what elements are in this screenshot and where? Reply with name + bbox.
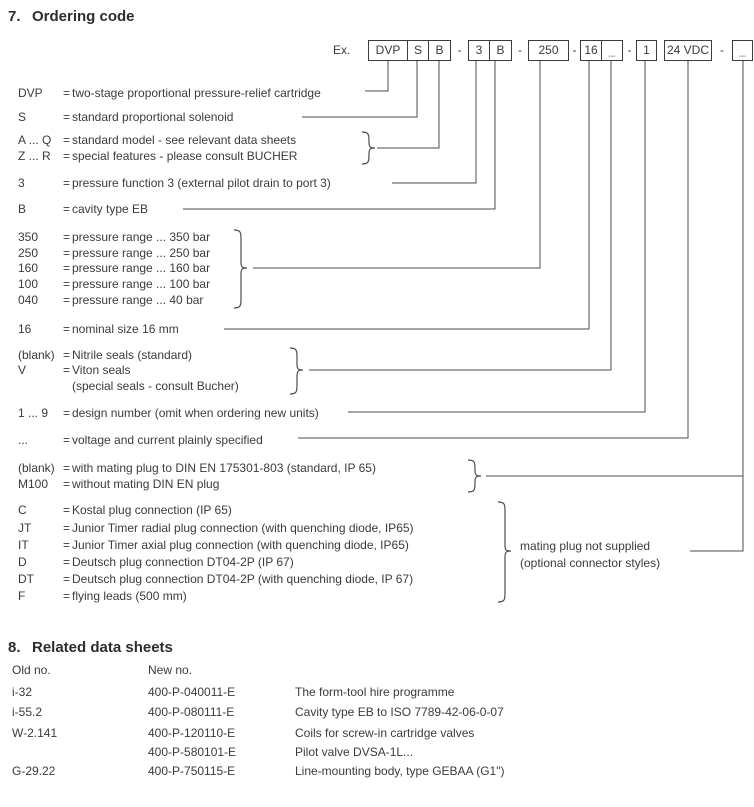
brace-model xyxy=(362,132,375,164)
ordering-row-description: Viton seals xyxy=(72,363,131,377)
cell-new-no: 400-P-040011-E xyxy=(148,685,236,699)
equals-sign: = xyxy=(63,521,71,535)
ordering-row-description: voltage and current plainly specified xyxy=(72,433,263,447)
ordering-row xyxy=(18,201,148,217)
ordering-row-description: pressure range ... 350 bar xyxy=(72,230,211,244)
ordering-row xyxy=(18,245,210,261)
ordering-row xyxy=(18,502,232,518)
ordering-row-description: pressure range ... 250 bar xyxy=(72,246,211,260)
code-box: 250 xyxy=(528,40,569,61)
ordering-row xyxy=(18,276,210,292)
ordering-row xyxy=(18,148,297,164)
ordering-row-code: 100 xyxy=(18,277,39,291)
ordering-row-code: F xyxy=(18,589,26,603)
code-box: 24 VDC xyxy=(664,40,712,61)
line-dvp xyxy=(365,61,388,91)
ordering-row-code: ... xyxy=(18,433,29,447)
brace-connectors xyxy=(498,502,511,602)
ordering-row-code: 160 xyxy=(18,261,39,275)
table-row xyxy=(12,725,474,741)
table-header-row xyxy=(12,662,295,678)
section7-title: Ordering code xyxy=(32,8,135,25)
ordering-row-code: (blank) xyxy=(18,348,55,362)
cell-old-no: G-29.22 xyxy=(12,764,56,778)
equals-sign: = xyxy=(63,293,71,307)
ordering-row xyxy=(18,260,210,276)
ordering-row-code: 16 xyxy=(18,322,32,336)
ordering-row-description: two-stage proportional pressure-relief cartridge xyxy=(72,86,321,100)
code-box: B xyxy=(489,40,512,61)
ordering-row xyxy=(18,460,376,476)
equals-sign: = xyxy=(63,110,71,124)
equals-sign: = xyxy=(63,149,71,163)
equals-sign: = xyxy=(63,230,71,244)
code-box: 3 xyxy=(468,40,490,61)
section8-number: 8. xyxy=(8,639,21,656)
ordering-row-description: nominal size 16 mm xyxy=(72,322,179,336)
code-box: _ xyxy=(732,40,753,61)
line-plug xyxy=(690,61,743,551)
ordering-row xyxy=(18,132,296,148)
ordering-row xyxy=(18,229,210,245)
ordering-row xyxy=(18,347,192,363)
ordering-row-description: without mating DIN EN plug xyxy=(72,477,220,491)
code-separator: - xyxy=(627,43,632,57)
ordering-row-code: DT xyxy=(18,572,34,586)
ordering-row xyxy=(18,175,331,191)
equals-sign: = xyxy=(63,261,71,275)
code-separator: - xyxy=(720,43,724,57)
line-seals xyxy=(309,61,611,370)
equals-sign: = xyxy=(63,406,71,420)
equals-sign: = xyxy=(63,363,71,377)
equals-sign: = xyxy=(63,176,71,190)
cell-old-no: i-55.2 xyxy=(12,705,43,719)
equals-sign: = xyxy=(63,477,71,491)
ordering-row-description: flying leads (500 mm) xyxy=(72,589,187,603)
equals-sign: = xyxy=(63,461,71,475)
ordering-row-description: Deutsch plug connection DT04-2P (with quenching diode, IP 67) xyxy=(72,572,414,586)
equals-sign: = xyxy=(63,503,71,517)
ordering-row-description: pressure range ... 160 bar xyxy=(72,261,211,275)
ordering-row-code: 3 xyxy=(18,176,25,190)
ordering-row xyxy=(18,292,203,308)
ordering-row xyxy=(18,476,219,492)
cell-new-no: 400-P-080111-E xyxy=(148,705,235,719)
ordering-row-description: Nitrile seals (standard) xyxy=(72,348,193,362)
code-box: 1 xyxy=(636,40,657,61)
ordering-row xyxy=(18,554,294,570)
ordering-row-code: (blank) xyxy=(18,461,55,475)
ordering-row-description: pressure function 3 (external pilot drain to port 3) xyxy=(72,176,331,190)
ordering-row xyxy=(18,432,263,448)
ordering-row xyxy=(18,588,187,604)
ordering-row-description: Junior Timer axial plug connection (with quenching diode, IP65) xyxy=(72,538,409,552)
side-note-line1: mating plug not supplied xyxy=(520,539,651,553)
cell-old-no: W-2.141 xyxy=(12,726,58,740)
table-row xyxy=(12,704,504,720)
table-row xyxy=(12,763,504,779)
equals-sign: = xyxy=(63,246,71,260)
equals-sign: = xyxy=(63,572,71,586)
ordering-row-description: pressure range ... 100 bar xyxy=(72,277,211,291)
code-box: B xyxy=(428,40,451,61)
line-model xyxy=(377,61,439,148)
section8-title: Related data sheets xyxy=(32,639,173,656)
ordering-row-description: with mating plug to DIN EN 175301-803 (standard, IP 65) xyxy=(72,461,376,475)
ordering-row xyxy=(18,520,414,536)
cell-description: The form-tool hire programme xyxy=(295,685,455,699)
equals-sign: = xyxy=(63,538,71,552)
ordering-row-code: V xyxy=(18,363,27,377)
ordering-row-code: IT xyxy=(18,538,29,552)
code-box: _ xyxy=(601,40,623,61)
brace-pressure xyxy=(234,230,247,308)
code-box: DVP xyxy=(368,40,408,61)
ordering-row-description: Deutsch plug connection DT04-2P (IP 67) xyxy=(72,555,294,569)
table-row xyxy=(12,684,454,700)
ordering-row xyxy=(18,85,321,101)
cell-description: Coils for screw-in cartridge valves xyxy=(295,726,475,740)
ordering-row-description: standard proportional solenoid xyxy=(72,110,234,124)
ordering-row-description: Junior Timer radial plug connection (with quenching diode, IP65) xyxy=(72,521,414,535)
brace-seals xyxy=(290,348,303,394)
ordering-row xyxy=(18,378,239,394)
code-box: 16 xyxy=(580,40,602,61)
side-note-line2: (optional connector styles) xyxy=(520,556,661,570)
ordering-row xyxy=(18,405,319,421)
ordering-row xyxy=(18,571,413,587)
ordering-row-description: (special seals - consult Bucher) xyxy=(72,379,239,393)
ordering-row-code: M100 xyxy=(18,477,49,491)
ordering-row-code: 040 xyxy=(18,293,39,307)
equals-sign: = xyxy=(63,555,71,569)
ordering-row-description: Kostal plug connection (IP 65) xyxy=(72,503,232,517)
ordering-row-description: design number (omit when ordering new units) xyxy=(72,406,319,420)
ordering-row xyxy=(18,362,130,378)
ordering-row xyxy=(18,109,233,125)
cell-description: Pilot valve DVSA-1L... xyxy=(295,745,414,759)
ordering-row-code: JT xyxy=(18,521,32,535)
ordering-row-description: cavity type EB xyxy=(72,202,149,216)
equals-sign: = xyxy=(63,277,71,291)
ordering-row-code: B xyxy=(18,202,27,216)
equals-sign: = xyxy=(63,133,71,147)
code-separator: - xyxy=(518,43,522,57)
ordering-row-code: 1 ... 9 xyxy=(18,406,49,420)
ordering-row-code: DVP xyxy=(18,86,43,100)
cell-description: Cavity type EB to ISO 7789-42-06-0-07 xyxy=(295,705,504,719)
ordering-row-code: C xyxy=(18,503,27,517)
ordering-row-description: special features - please consult BUCHER xyxy=(72,149,298,163)
cell-new-no: 400-P-580101-E xyxy=(148,745,237,759)
code-separator: - xyxy=(457,43,462,57)
code-separator: - xyxy=(572,43,577,57)
equals-sign: = xyxy=(63,433,71,447)
code-box: S xyxy=(407,40,429,61)
ordering-row-description: pressure range ... 40 bar xyxy=(72,293,204,307)
ordering-row xyxy=(18,537,409,553)
line-function xyxy=(392,61,476,183)
cell-new-no: 400-P-120110-E xyxy=(148,726,236,740)
section8-heading xyxy=(8,639,173,656)
line-design xyxy=(348,61,645,412)
column-header-old-no: Old no. xyxy=(12,663,51,677)
section7-heading xyxy=(8,8,135,25)
brace-mating-plug xyxy=(468,460,481,492)
cell-old-no: i-32 xyxy=(12,685,33,699)
ordering-row-code: A ... Q xyxy=(18,133,52,147)
cell-description: Line-mounting body, type GEBAA (G1") xyxy=(295,764,505,778)
equals-sign: = xyxy=(63,202,71,216)
line-size xyxy=(224,61,589,329)
equals-sign: = xyxy=(63,348,71,362)
ordering-row-description: standard model - see relevant data sheets xyxy=(72,133,297,147)
ordering-row-code: Z ... R xyxy=(18,149,51,163)
equals-sign: = xyxy=(63,86,71,100)
ordering-row-code: 250 xyxy=(18,246,39,260)
ordering-row xyxy=(18,321,179,337)
table-row xyxy=(12,744,413,760)
example-label: Ex. xyxy=(333,43,351,57)
line-voltage xyxy=(298,61,688,438)
ordering-row-code: S xyxy=(18,110,27,124)
equals-sign: = xyxy=(63,322,71,336)
cell-new-no: 400-P-750115-E xyxy=(148,764,236,778)
ordering-row-code: D xyxy=(18,555,27,569)
column-header-new-no: New no. xyxy=(148,663,193,677)
section7-number: 7. xyxy=(8,8,21,25)
equals-sign: = xyxy=(63,589,71,603)
ordering-row-code: 350 xyxy=(18,230,39,244)
